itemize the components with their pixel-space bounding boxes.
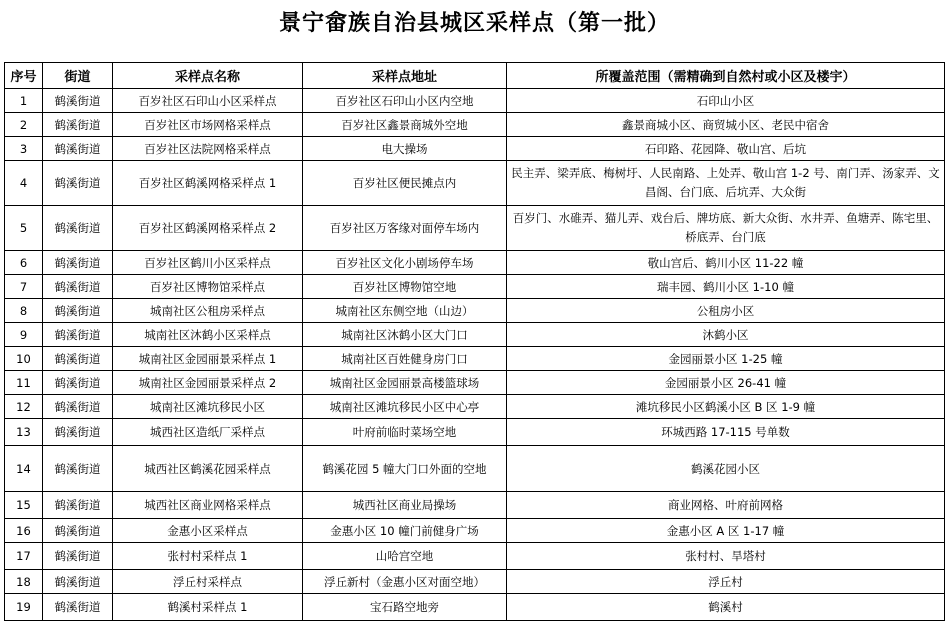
row-point-name: 张村村采样点 1 bbox=[113, 543, 303, 570]
row-point-name: 城南社区滩坑移民小区 bbox=[113, 395, 303, 419]
row-coverage: 金惠小区 A 区 1-17 幢 bbox=[507, 519, 945, 543]
row-point-address: 百岁社区博物馆空地 bbox=[303, 275, 507, 299]
row-street: 鹤溪街道 bbox=[43, 113, 113, 137]
row-point-address: 城南社区东侧空地（山边） bbox=[303, 299, 507, 323]
row-street: 鹤溪街道 bbox=[43, 347, 113, 371]
row-point-name: 百岁社区法院网格采样点 bbox=[113, 137, 303, 161]
row-point-name: 城西社区商业网格采样点 bbox=[113, 492, 303, 519]
table-row bbox=[5, 371, 945, 395]
table-row bbox=[5, 570, 945, 594]
row-point-name: 百岁社区石印山小区采样点 bbox=[113, 89, 303, 113]
row-street: 鹤溪街道 bbox=[43, 251, 113, 275]
table-row bbox=[5, 594, 945, 621]
row-coverage: 敬山宫后、鹤川小区 11-22 幢 bbox=[507, 251, 945, 275]
row-coverage: 张村村、旱塔村 bbox=[507, 543, 945, 570]
row-coverage: 金园丽景小区 26-41 幢 bbox=[507, 371, 945, 395]
table-row bbox=[5, 419, 945, 446]
row-no: 18 bbox=[5, 570, 43, 594]
row-point-address: 城南社区金园丽景高楼篮球场 bbox=[303, 371, 507, 395]
table-row bbox=[5, 543, 945, 570]
row-street: 鹤溪街道 bbox=[43, 395, 113, 419]
row-coverage: 浮丘村 bbox=[507, 570, 945, 594]
row-no: 5 bbox=[5, 206, 43, 251]
row-street: 鹤溪街道 bbox=[43, 446, 113, 492]
row-coverage: 公租房小区 bbox=[507, 299, 945, 323]
row-street: 鹤溪街道 bbox=[43, 275, 113, 299]
row-point-name: 百岁社区鹤溪网格采样点 1 bbox=[113, 161, 303, 206]
header-point-address: 采样点地址 bbox=[303, 63, 507, 89]
header-point-name: 采样点名称 bbox=[113, 63, 303, 89]
row-point-address: 金惠小区 10 幢门前健身广场 bbox=[303, 519, 507, 543]
row-point-name: 城南社区金园丽景采样点 2 bbox=[113, 371, 303, 395]
row-no: 14 bbox=[5, 446, 43, 492]
table-row bbox=[5, 275, 945, 299]
row-coverage: 商业网格、叶府前网格 bbox=[507, 492, 945, 519]
row-no: 9 bbox=[5, 323, 43, 347]
row-point-name: 百岁社区鹤溪网格采样点 2 bbox=[113, 206, 303, 251]
row-street: 鹤溪街道 bbox=[43, 570, 113, 594]
row-coverage: 民主弄、梁弄底、梅树圩、人民南路、上处弄、敬山宫 1-2 号、南门弄、汤家弄、文昌阁、台门底、后坑弄、大众街 bbox=[507, 161, 945, 206]
row-no: 13 bbox=[5, 419, 43, 446]
table-row bbox=[5, 206, 945, 251]
header-street: 街道 bbox=[43, 63, 113, 89]
row-no: 17 bbox=[5, 543, 43, 570]
row-point-name: 城南社区公租房采样点 bbox=[113, 299, 303, 323]
table-row bbox=[5, 347, 945, 371]
row-point-address: 百岁社区万客缘对面停车场内 bbox=[303, 206, 507, 251]
row-street: 鹤溪街道 bbox=[43, 161, 113, 206]
row-coverage: 鹤溪村 bbox=[507, 594, 945, 621]
row-point-name: 金惠小区采样点 bbox=[113, 519, 303, 543]
row-no: 1 bbox=[5, 89, 43, 113]
table-row bbox=[5, 299, 945, 323]
table-row bbox=[5, 323, 945, 347]
row-street: 鹤溪街道 bbox=[43, 299, 113, 323]
row-street: 鹤溪街道 bbox=[43, 543, 113, 570]
row-point-name: 百岁社区博物馆采样点 bbox=[113, 275, 303, 299]
row-coverage: 石印山小区 bbox=[507, 89, 945, 113]
row-point-name: 鹤溪村采样点 1 bbox=[113, 594, 303, 621]
row-point-address: 叶府前临时菜场空地 bbox=[303, 419, 507, 446]
row-point-address: 百岁社区鑫景商城外空地 bbox=[303, 113, 507, 137]
row-point-address: 百岁社区文化小剧场停车场 bbox=[303, 251, 507, 275]
row-no: 7 bbox=[5, 275, 43, 299]
row-point-name: 城南社区沐鹤小区采样点 bbox=[113, 323, 303, 347]
sampling-points-table bbox=[4, 62, 945, 621]
row-street: 鹤溪街道 bbox=[43, 519, 113, 543]
row-street: 鹤溪街道 bbox=[43, 492, 113, 519]
row-point-name: 浮丘村采样点 bbox=[113, 570, 303, 594]
row-point-address: 宝石路空地旁 bbox=[303, 594, 507, 621]
table-row bbox=[5, 113, 945, 137]
row-coverage: 鹤溪花园小区 bbox=[507, 446, 945, 492]
row-no: 19 bbox=[5, 594, 43, 621]
header-coverage: 所覆盖范围（需精确到自然村或小区及楼宇） bbox=[507, 63, 945, 89]
table-row bbox=[5, 446, 945, 492]
row-street: 鹤溪街道 bbox=[43, 419, 113, 446]
row-no: 15 bbox=[5, 492, 43, 519]
row-street: 鹤溪街道 bbox=[43, 89, 113, 113]
row-no: 6 bbox=[5, 251, 43, 275]
row-coverage: 鑫景商城小区、商贸城小区、老民中宿舍 bbox=[507, 113, 945, 137]
row-coverage: 瑞丰园、鹤川小区 1-10 幢 bbox=[507, 275, 945, 299]
page-title: 景宁畲族自治县城区采样点（第一批） bbox=[278, 10, 670, 36]
row-no: 3 bbox=[5, 137, 43, 161]
row-point-address: 城南社区滩坑移民小区中心亭 bbox=[303, 395, 507, 419]
header-no: 序号 bbox=[5, 63, 43, 89]
row-no: 10 bbox=[5, 347, 43, 371]
row-street: 鹤溪街道 bbox=[43, 206, 113, 251]
table-row bbox=[5, 251, 945, 275]
row-point-name: 城南社区金园丽景采样点 1 bbox=[113, 347, 303, 371]
row-coverage: 滩坑移民小区鹤溪小区 B 区 1-9 幢 bbox=[507, 395, 945, 419]
row-point-name: 城西社区鹤溪花园采样点 bbox=[113, 446, 303, 492]
row-no: 8 bbox=[5, 299, 43, 323]
row-coverage: 环城西路 17-115 号单数 bbox=[507, 419, 945, 446]
table-row bbox=[5, 137, 945, 161]
row-point-name: 百岁社区市场网格采样点 bbox=[113, 113, 303, 137]
table-row bbox=[5, 89, 945, 113]
row-street: 鹤溪街道 bbox=[43, 371, 113, 395]
row-point-address: 城南社区沐鹤小区大门口 bbox=[303, 323, 507, 347]
row-point-address: 鹤溪花园 5 幢大门口外面的空地 bbox=[303, 446, 507, 492]
table-row bbox=[5, 161, 945, 206]
row-point-address: 百岁社区便民摊点内 bbox=[303, 161, 507, 206]
row-no: 12 bbox=[5, 395, 43, 419]
row-street: 鹤溪街道 bbox=[43, 137, 113, 161]
row-street: 鹤溪街道 bbox=[43, 594, 113, 621]
row-point-address: 城西社区商业局操场 bbox=[303, 492, 507, 519]
row-point-address: 浮丘新村（金惠小区对面空地） bbox=[303, 570, 507, 594]
row-no: 16 bbox=[5, 519, 43, 543]
row-street: 鹤溪街道 bbox=[43, 323, 113, 347]
row-coverage: 石印路、花园降、敬山宫、后坑 bbox=[507, 137, 945, 161]
row-coverage: 沐鹤小区 bbox=[507, 323, 945, 347]
row-no: 4 bbox=[5, 161, 43, 206]
row-point-name: 百岁社区鹤川小区采样点 bbox=[113, 251, 303, 275]
row-point-name: 城西社区造纸厂采样点 bbox=[113, 419, 303, 446]
row-coverage: 百岁门、水碓弄、猫儿弄、戏台后、牌坊底、新大众街、水井弄、鱼塘弄、陈宅里、桥底弄、台门底 bbox=[507, 206, 945, 251]
row-point-address: 电大操场 bbox=[303, 137, 507, 161]
row-no: 11 bbox=[5, 371, 43, 395]
table-header-row bbox=[5, 63, 945, 89]
table-row bbox=[5, 395, 945, 419]
row-no: 2 bbox=[5, 113, 43, 137]
row-coverage: 金园丽景小区 1-25 幢 bbox=[507, 347, 945, 371]
row-point-address: 城南社区百姓健身房门口 bbox=[303, 347, 507, 371]
row-point-address: 百岁社区石印山小区内空地 bbox=[303, 89, 507, 113]
table-row bbox=[5, 492, 945, 519]
table-row bbox=[5, 519, 945, 543]
row-point-address: 山哈宫空地 bbox=[303, 543, 507, 570]
